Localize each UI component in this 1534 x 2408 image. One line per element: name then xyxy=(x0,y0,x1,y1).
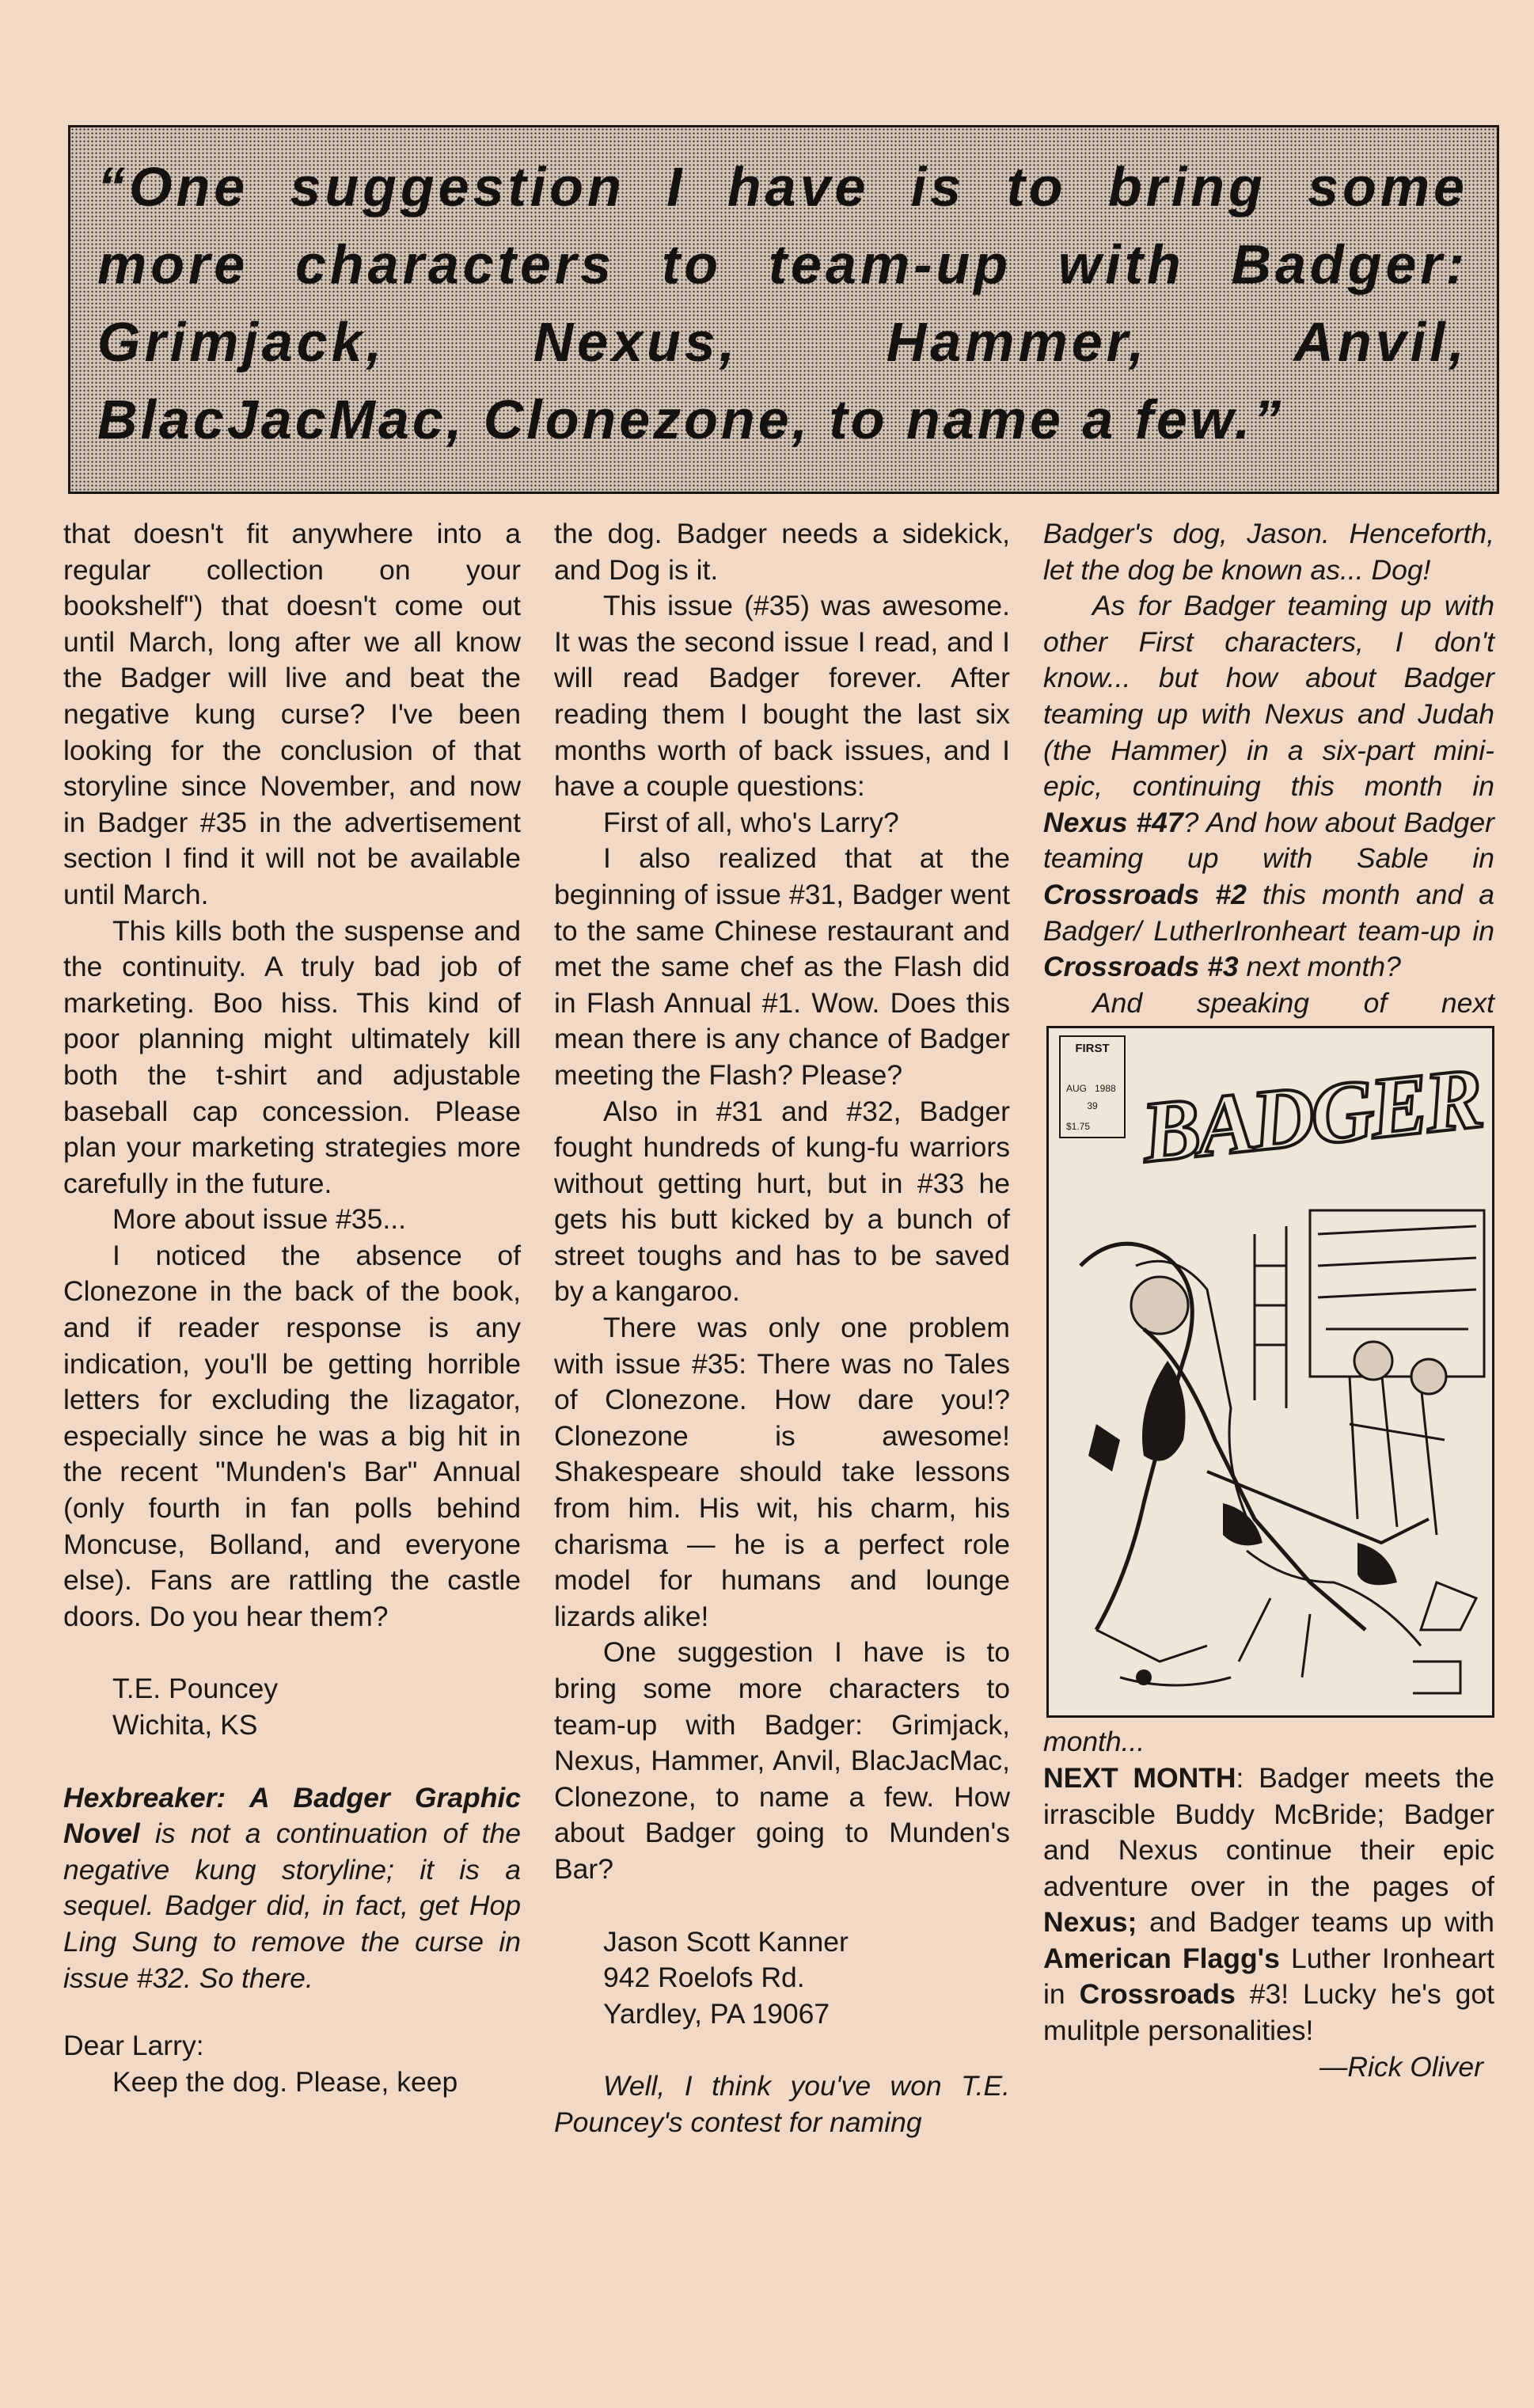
letters-column-3 xyxy=(1043,516,1494,2085)
letters-column-2 xyxy=(554,516,1010,2141)
next-month-paragraph xyxy=(1043,1760,1494,2049)
letter-paragraph: Keep the dog. Please, keep xyxy=(112,2065,458,2098)
signature-city: Yardley, PA 19067 xyxy=(603,1997,830,2030)
graphic-novel-title: Hexbreaker: A Badger Graphic Novel xyxy=(63,1781,521,1850)
pull-quote-line: more characters to team-up with Badger: xyxy=(97,234,1468,295)
next-month-label: NEXT MONTH xyxy=(1043,1761,1236,1794)
editor-reply: month... xyxy=(1043,1726,1145,1758)
letter-paragraph: First of all, who's Larry? xyxy=(603,806,899,838)
editor-reply: And speaking of next xyxy=(1092,986,1494,1019)
editor-reply: Badger's dog, Jason. Henceforth, let the dog be known as... Dog! xyxy=(1043,518,1494,586)
letters-column-1 xyxy=(63,516,521,2100)
pull-quote-line: BlacJacMac, Clonezone, to name a few.” xyxy=(97,389,1285,450)
cover-price: $1.75 xyxy=(1066,1121,1091,1133)
letter-paragraph: the dog. Badger needs a sidekick, and Dog is it. xyxy=(554,518,1010,586)
letter-paragraph: One suggestion I have is to bring some more characters to team-up with Badger: Grimjack, Nexus, Hammer, Anvil, BlacJacMac, Clonezone, to name a few. How about Badger going to Munden's Bar? xyxy=(554,1636,1010,1885)
signature-street: 942 Roelofs Rd. xyxy=(603,1962,805,1994)
editor-reply: Well, I think you've won T.E. Pouncey's contest for naming xyxy=(554,2070,1010,2138)
next-month-text: : Badger meets the irrascible Buddy McBride; Badger and Nexus continue their epic adventure over in the pages of xyxy=(1043,1761,1494,1902)
title-american-flagg: American Flagg's xyxy=(1043,1942,1280,1974)
editor-reply xyxy=(1043,588,1494,986)
cover-logo: BADGER xyxy=(1137,1049,1485,1182)
letter-paragraph: I also realized that at the beginning of issue #31, Badger went to the same Chinese restaurant and met the same chef as the Flash did in Flash Annual #1. Wow. Does this mean there is any chance of Badger meeting the Flash? Please? xyxy=(554,842,1010,1091)
next-month-text: Luther Ironheart in xyxy=(1043,1942,1494,2011)
cover-month: AUG xyxy=(1066,1083,1088,1095)
title-nexus: Nexus; xyxy=(1043,1906,1137,1939)
pull-quote-line: “One suggestion I have is to bring some xyxy=(97,156,1468,218)
reply-text: As for Badger teaming up with other First characters, I don't know... but how about Badger teaming up with Nexus and Judah (the Hammer) in a six-part mini-epic, continuing this month in xyxy=(1043,590,1494,803)
letter-paragraph: that doesn't fit anywhere into a regular collection on your bookshelf") that doesn't come out until March, long after we all know the Badger will live and beat the negative kung curse? I've been looking for the conclusion of that storyline since November, and now in Badger #35 in the advertisement section I find it will not be available until March. xyxy=(63,518,521,910)
editor-reply-text: is not a continuation of the negative kung storyline; it is a sequel. Badger did, in fact, get Hop Ling Sung to remove the curse in issue #32. So there. xyxy=(63,1817,521,1994)
editor-reply xyxy=(63,1780,521,1997)
signature-name: T.E. Pouncey xyxy=(112,1673,279,1705)
pull-quote-box xyxy=(68,125,1499,494)
reply-text: ? And how about Badger teaming up with Sable in xyxy=(1043,806,1494,875)
letter-paragraph: This issue (#35) was awesome. It was the second issue I read, and I will read Badger forever. After reading them I bought the last six months worth of back issues, and I have a couple questions: xyxy=(554,590,1010,803)
letter-paragraph: I noticed the absence of Clonezone in the back of the book, and if reader response is any indication, you'll be getting horrible letters for excluding the lizagator, especially since he was a big hit in the recent "Munden's Bar" Annual (only fourth in fan polls behind Moncuse, Bolland, and everyone else). Fans are rattling the castle doors. Do you hear them? xyxy=(63,1239,521,1632)
pull-quote-line: Grimjack, Nexus, Hammer, Anvil, xyxy=(97,311,1468,373)
letter-paragraph: More about issue #35... xyxy=(112,1203,406,1236)
cover-year: 1988 xyxy=(1095,1083,1116,1095)
letter-paragraph: There was only one problem with issue #35: There was no Tales of Clonezone. How dare you!? Clonezone is awesome! Shakespeare should take lessons from him. His wit, his charm, his charisma — he is a perfect role model for humans and lounge lizards alike! xyxy=(554,1312,1010,1632)
next-month-text: and Badger teams up with xyxy=(1137,1906,1494,1939)
cover-preview-image xyxy=(1046,1026,1494,1718)
cover-publisher: FIRST xyxy=(1075,1042,1110,1056)
letter-paragraph: Also in #31 and #32, Badger fought hundreds of kung-fu warriors without getting hurt, but in #33 he gets his butt kicked by a bunch of street toughs and has to be saved by a kangaroo. xyxy=(554,1095,1010,1308)
signature-name: Jason Scott Kanner xyxy=(603,1925,849,1958)
reply-text: this month and a Badger/ LutherIronheart team-up in xyxy=(1043,878,1494,947)
reply-text: next month? xyxy=(1238,951,1401,983)
cover-issue: 39 xyxy=(1087,1100,1098,1112)
title-nexus: Nexus #47 xyxy=(1043,806,1183,838)
title-crossroads-3: Crossroads #3 xyxy=(1043,951,1239,983)
letter-salutation: Dear Larry: xyxy=(63,2030,204,2062)
title-crossroads-2: Crossroads #2 xyxy=(1043,878,1247,910)
letter-paragraph: This kills both the suspense and the continuity. A truly bad job of marketing. Boo hiss. This kind of poor planning might ultimately kill both the t-shirt and adjustable baseball cap concession. Please plan your marketing strategies more carefully in the future. xyxy=(63,914,521,1199)
next-month-text: #3! Lucky he's got mulitple personalities! xyxy=(1043,1978,1494,2047)
signature-location: Wichita, KS xyxy=(112,1709,258,1741)
title-crossroads: Crossroads xyxy=(1079,1978,1236,2011)
editor-signoff: —Rick Oliver xyxy=(1319,2050,1483,2083)
